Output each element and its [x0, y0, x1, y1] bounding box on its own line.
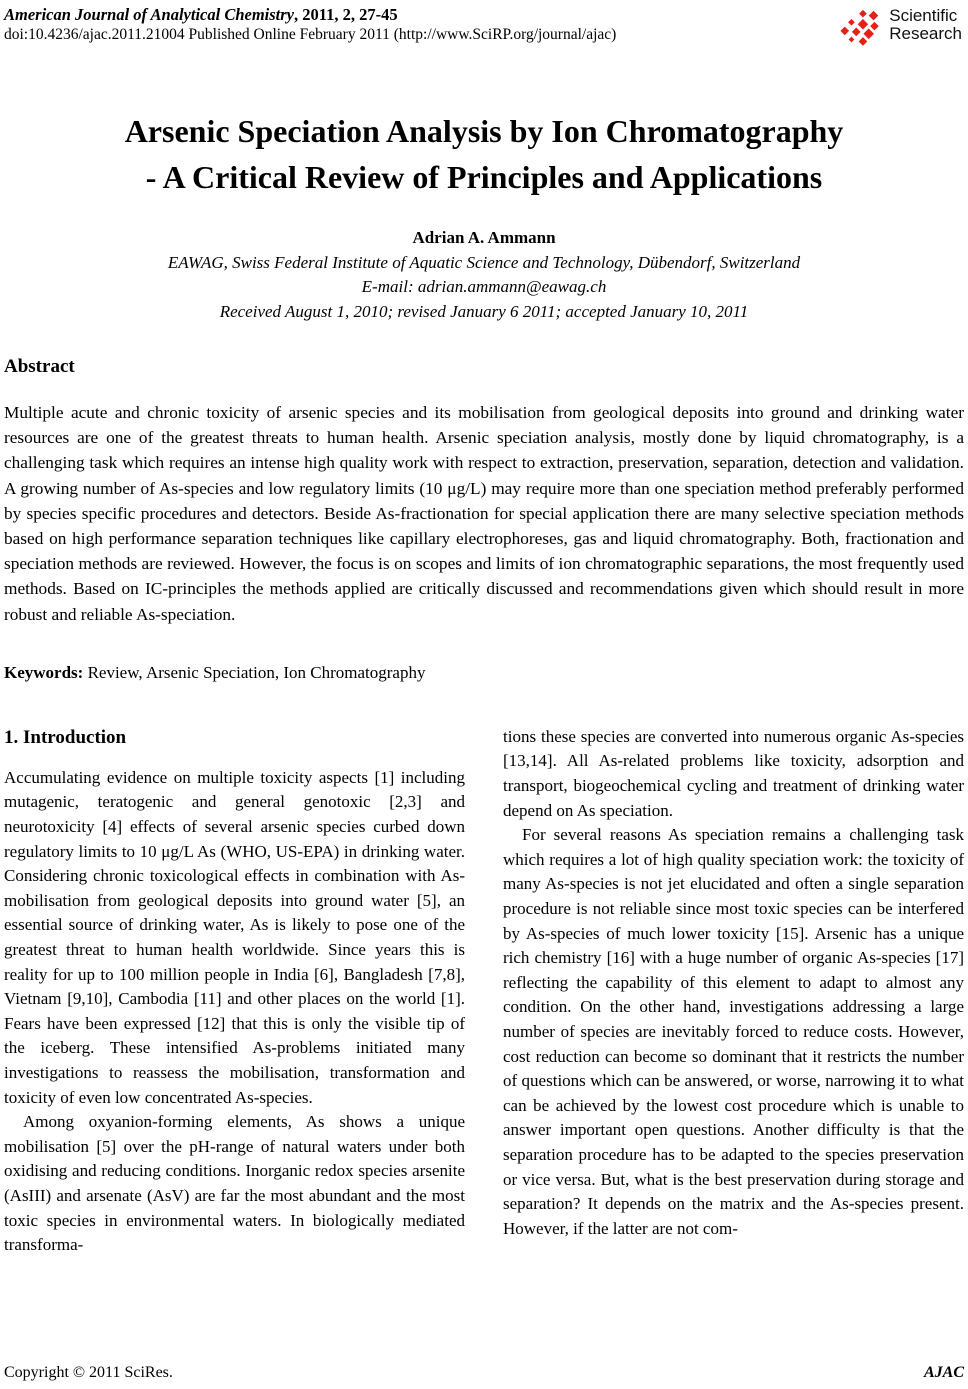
- logo-text-line1: Scientific: [889, 6, 958, 25]
- section-heading-introduction: 1. Introduction: [4, 726, 127, 748]
- scientific-research-logo: [839, 7, 962, 56]
- header-left: [4, 5, 616, 44]
- keywords-label: Keywords:: [4, 662, 84, 682]
- doi-line: doi:10.4236/ajac.2011.21004 Published Online February 2011 (http://www.SciRP.org/journal/ajac): [4, 26, 617, 43]
- journal-title-line: [4, 5, 616, 25]
- red-diamonds-cluster-icon: [839, 7, 885, 56]
- article-title-line1: Arsenic Speciation Analysis by Ion Chromatography: [124, 113, 844, 149]
- journal-abbreviation: AJAC: [923, 1364, 964, 1381]
- two-column-body: [4, 725, 964, 1258]
- copyright-notice: Copyright © 2011 SciRes.: [4, 1364, 173, 1381]
- journal-name: American Journal of Analytical Chemistry: [4, 5, 294, 24]
- intro-paragraph-2: Among oxyanion-forming elements, As shows a unique mobilisation [5] over the pH-range of natural waters under both oxidising and reducing conditions. Inorganic redox species arsenite (AsIII) and arsenate (AsV) are far the most abundant and the most toxic species in environmental waters. In biologically mediated transforma-: [4, 1112, 465, 1255]
- logo-text-line2: Research: [889, 24, 962, 43]
- abstract-text: Multiple acute and chronic toxicity of arsenic species and its mobilisation from geological deposits into ground and drinking water resources are one of the greatest threats to human health. Arsenic speciation analysis, mostly done by liquid chromatography, is a challenging task which requires an intense high quality work with respect to extraction, preservation, separation, detection and validation. A growing number of As-species and low regulatory limits (10 μg/L) may require more than one speciation method preferably performed by species specific procedures and detectors. Beside As-fractionation for special application there are many selective speciation methods based on high performance separation techniques like capillary electrophoreses, gas and liquid chromatography. Both, fractionation and speciation methods are reviewed. However, the focus is on scopes and limits of ion chromatographic separations, the most frequently used methods. Based on IC-principles the methods applied are critically discussed and recommendations given which should result in more robust and reliable As-speciation.: [4, 403, 964, 624]
- article-title: [4, 108, 964, 200]
- logo-text: [889, 7, 962, 43]
- author-email: E-mail: adrian.ammann@eawag.ch: [361, 277, 607, 296]
- intro-paragraph-1: Accumulating evidence on multiple toxicity aspects [1] including mutagenic, teratogenic and general genotoxic [2,3] and neurotoxicity [4] effects of several arsenic species curbed down regulatory limits to 10 μg/L As (WHO, US-EPA) in drinking water. Considering chronic toxicological effects in combination with As-mobilisation from geological deposits into ground water [5], an essential source of drinking water, As is likely to pose one of the greatest threat to human health worldwide. Since years this is reality for up to 100 million people in India [6], Bangladesh [7,8], Vietnam [9,10], Cambodia [11] and other places on the world [1]. Fears have been expressed [12] that this is only the visible tip of the iceberg. These intensified As-problems initiated many investigations to reassess the mobilisation, transformation and toxicity of even low concentrated As-species.: [4, 767, 465, 1107]
- left-column: [4, 725, 465, 1258]
- intro-paragraph-4: For several reasons As speciation remains a challenging task which requires a lot of high quality speciation work: the toxicity of many As-species is not jet elucidated and often a single separation procedure is not reliable since most toxic species can be interfered by As-species of much lower toxicity [15]. Arsenic has a unique rich chemistry [16] with a huge number of organic As-species [17] reflecting the capability of this element to adapt to almost any condition. On the other hand, investigations addressing a large number of species are inevitably forced to reduce costs. However, cost reduction can become so dominant that it restricts the number of questions which can be answered, or worse, narrowing it to what can be achieved by the lowest cost procedure which is unable to answer important open questions. Another difficulty is that the separation procedure has to be adapted to the species preservation or vice versa. But, what is the best preservation during storage and separation? It depends on the matrix and the As-species present. However, if the latter are not com-: [503, 825, 964, 1238]
- right-column: [503, 725, 964, 1258]
- received-dates: Received August 1, 2010; revised January 6 2011; accepted January 10, 2011: [219, 301, 749, 321]
- author-name: Adrian A. Ammann: [412, 228, 556, 247]
- keywords-line: [4, 661, 964, 685]
- author-affiliation: EAWAG, Swiss Federal Institute of Aquatic Science and Technology, Dübendorf, Switzerland: [167, 252, 801, 272]
- page-header: [4, 5, 964, 56]
- abstract-heading: Abstract: [4, 356, 75, 377]
- keywords-text: Review, Arsenic Speciation, Ion Chromatography: [83, 662, 426, 682]
- page-footer: [4, 1363, 964, 1383]
- journal-issue: , 2011, 2, 27-45: [294, 5, 398, 24]
- author-block: [4, 226, 964, 324]
- intro-paragraph-3: tions these species are converted into numerous organic As-species [13,14]. All As-related problems like toxicity, adsorption and transport, biogeochemical cycling and treatment of drinking water depend on As speciation.: [503, 726, 964, 820]
- article-title-line2: - A Critical Review of Principles and Applications: [145, 159, 823, 195]
